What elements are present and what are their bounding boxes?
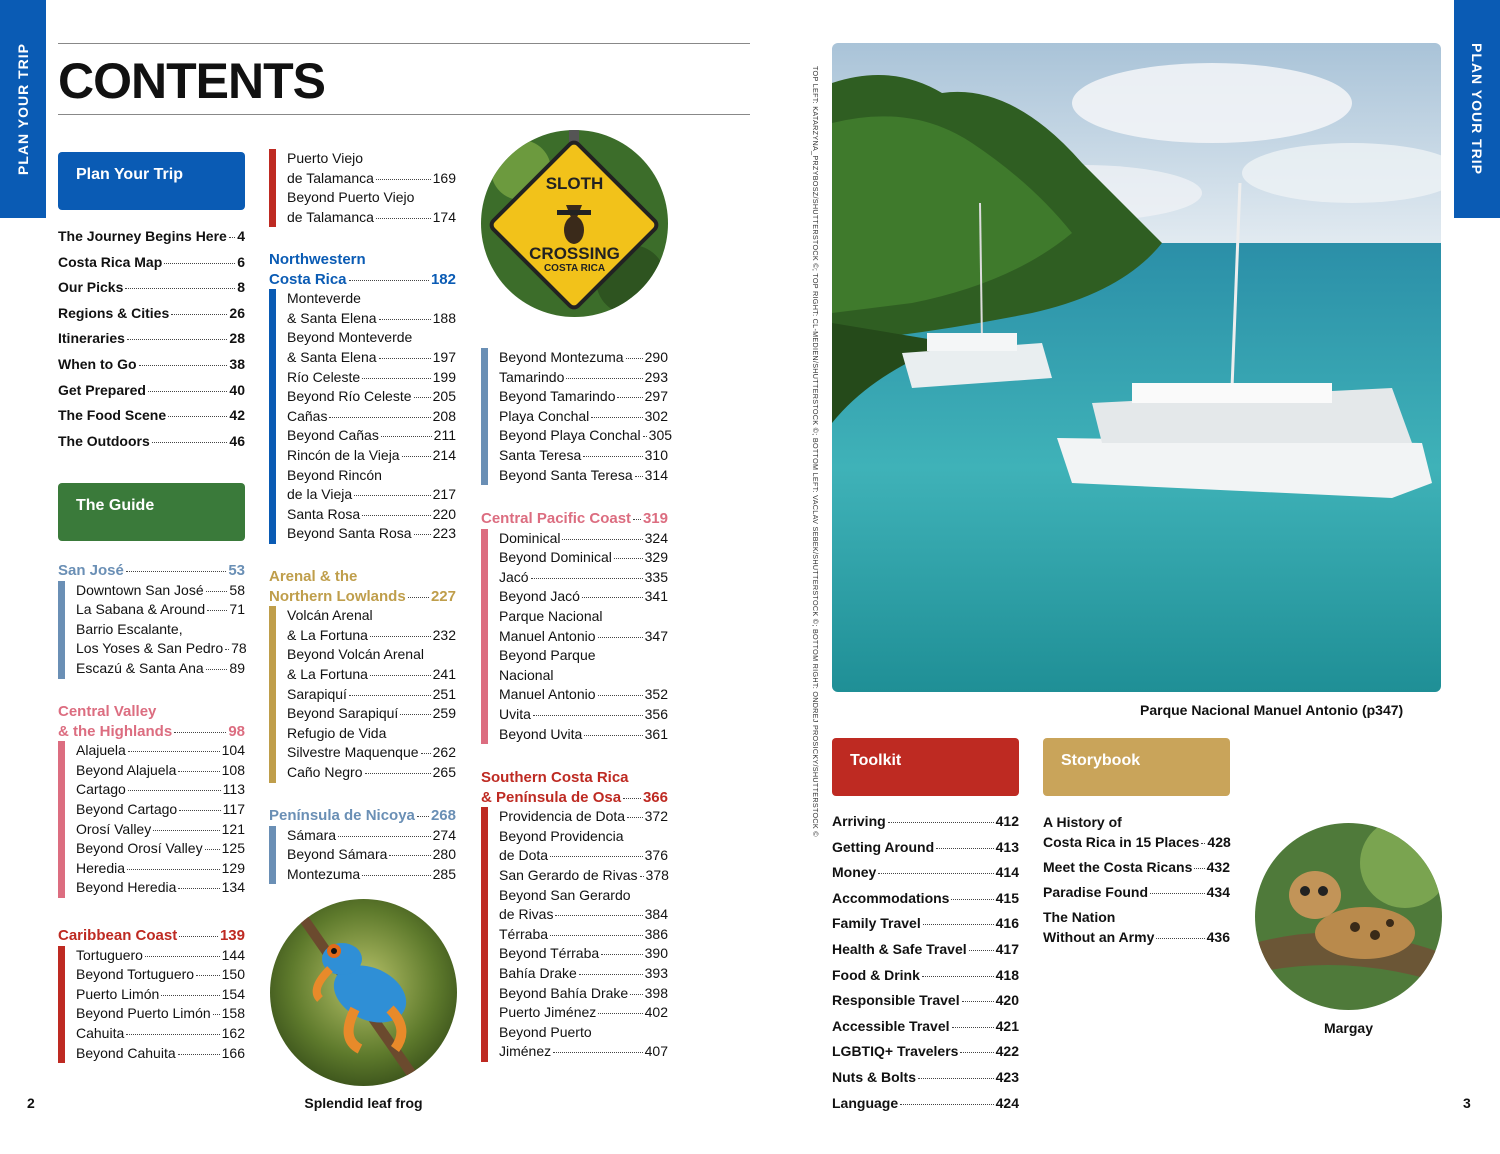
toc-entry[interactable]: When to Go 38 (58, 355, 245, 372)
toc-entry[interactable]: Los Yoses & San Pedro 78 (76, 640, 247, 657)
toc-entry: The Nation (1043, 909, 1116, 925)
toc-entry[interactable]: Beyond Santa Teresa 314 (499, 466, 668, 483)
the-guide-button[interactable]: The Guide (58, 483, 245, 541)
toc-entry[interactable]: Jiménez 407 (499, 1043, 668, 1060)
toc-entry[interactable]: Beyond Uvita 361 (499, 725, 668, 742)
toc-entry[interactable]: Puerto Jiménez 402 (499, 1004, 668, 1021)
toc-entry: Beyond San Gerardo (499, 886, 631, 903)
toc-entry[interactable]: Beyond Sarapiquí 259 (287, 705, 456, 722)
section-nicoya-cont (481, 348, 673, 485)
margay-caption: Margay (1323, 1020, 1374, 1036)
toc-entry[interactable]: Escazú & Santa Ana 89 (76, 659, 245, 676)
toc-entry[interactable]: Accessible Travel 421 (832, 1017, 1019, 1034)
toc-entry[interactable]: Get Prepared 40 (58, 381, 245, 398)
toc-entry: Beyond Monteverde (287, 329, 413, 346)
toc-entry[interactable]: Sámara 274 (287, 826, 456, 843)
toc-entry[interactable]: Río Celeste 199 (287, 368, 456, 385)
section-nicoya (269, 806, 456, 884)
sign-line2: CROSSING (529, 244, 620, 263)
toolkit-button[interactable]: Toolkit (832, 738, 1019, 796)
toc-entry: Refugio de Vida (287, 724, 387, 741)
toc-entry[interactable]: de Rivas 384 (499, 906, 668, 923)
toc-entry[interactable]: Beyond Montezuma 290 (499, 349, 668, 365)
toc-entry[interactable]: Beyond Tamarindo 297 (499, 388, 668, 405)
toc-entry[interactable]: de Talamanca 169 (287, 169, 456, 186)
section-heading[interactable]: San José 53 (58, 562, 245, 579)
toc-entry[interactable]: Getting Around 413 (832, 838, 1019, 855)
section-southern (481, 768, 668, 1062)
toc-entry[interactable]: Beyond Bahía Drake 398 (499, 984, 668, 1001)
toc-entry: Beyond Rincón (287, 466, 382, 483)
toc-entry[interactable]: Alajuela 104 (76, 742, 245, 759)
toc-entry[interactable]: Money 414 (832, 864, 1019, 881)
toc-entry: Puerto Viejo (287, 150, 364, 166)
toc-entry: Beyond Parque (499, 647, 596, 664)
splendid-leaf-frog-image (270, 899, 457, 1086)
toc-entry[interactable]: Beyond Sámara 280 (287, 846, 456, 863)
toc-entry[interactable]: Jacó 335 (499, 568, 668, 585)
manuel-antonio-photo (832, 43, 1441, 692)
toc-entry[interactable]: de Talamanca 174 (287, 208, 456, 225)
toc-entry[interactable]: Beyond Tortuguero 150 (76, 966, 245, 983)
sign-line3: COSTA RICA (543, 263, 606, 274)
entry-group (269, 289, 456, 544)
toc-entry[interactable]: Uvita 356 (499, 705, 668, 722)
toc-entry: Beyond Puerto (499, 1023, 592, 1040)
toc-entry[interactable]: Silvestre Maquenque 262 (287, 744, 456, 761)
toc-entry[interactable]: Cahuita 162 (76, 1024, 245, 1041)
toc-entry[interactable]: Beyond Puerto Limón 158 (76, 1005, 245, 1022)
toc-entry: Parque Nacional (499, 607, 603, 624)
sloth-crossing-sign-image (481, 130, 668, 317)
entry-group (58, 581, 245, 679)
section-heading-line1: Central Valley (58, 703, 157, 720)
toc-entry[interactable]: Beyond Cartago 117 (76, 800, 245, 817)
entry-group (269, 149, 456, 227)
section-caribbean-cont (269, 149, 456, 227)
toc-entry[interactable]: San Gerardo de Rivas 378 (499, 866, 669, 883)
section-heading[interactable]: Caribbean Coast 139 (58, 927, 245, 944)
section-heading[interactable]: & the Highlands 98 (58, 722, 245, 740)
toc-entry[interactable]: Cartago 113 (76, 781, 245, 798)
toc-entry: Barrio Escalante, (76, 620, 183, 637)
side-tab-right (1454, 0, 1500, 218)
photo-credit: TOP LEFT: KATARZYNA_PRZYBOSZ/SHUTTERSTOCK ©; TOP RIGHT: CL-MEDIEN/SHUTTERSTOCK ©; BOTTOM LEFT: VACLAV SEBEK/SHUTTERSTOCK ©; BOTTOM RIGHT: ONDREJ PROSICKY/SHUTTERSTOCK © (811, 66, 820, 837)
toc-entry[interactable]: de la Vieja 217 (287, 486, 456, 503)
toc-entry[interactable]: Térraba 386 (499, 925, 668, 942)
toc-entry[interactable]: Manuel Antonio 347 (499, 627, 668, 644)
page-number-right: 3 (1463, 1095, 1471, 1111)
toc-entry[interactable]: Beyond Dominical 329 (499, 549, 668, 566)
toc-entry[interactable]: Caño Negro 265 (287, 763, 456, 780)
toc-entry[interactable]: Beyond Térraba 390 (499, 945, 668, 962)
page-number-left: 2 (27, 1095, 35, 1111)
section-central-valley (58, 702, 245, 898)
photo-caption: Parque Nacional Manuel Antonio (p347) (1140, 702, 1404, 718)
entry-group (269, 606, 456, 782)
section-heading-line1: Arenal & the (269, 568, 358, 585)
sign-line1: SLOTH (545, 174, 604, 193)
section-heading[interactable]: Península de Nicoya 268 (269, 807, 456, 824)
side-tab-label: PLAN YOUR TRIP (15, 43, 31, 175)
toc-entry[interactable]: Rincón de la Vieja 214 (287, 446, 456, 463)
toc-entry[interactable]: Beyond Cañas 211 (287, 427, 456, 444)
toc-entry[interactable]: Beyond Santa Rosa 223 (287, 525, 456, 542)
section-heading[interactable]: Costa Rica 182 (269, 270, 456, 288)
toc-entry[interactable]: Beyond Alajuela 108 (76, 761, 245, 778)
section-heading[interactable]: & Península de Osa 366 (481, 788, 668, 806)
toc-entry[interactable]: La Sabana & Around 71 (76, 601, 245, 618)
toc-entry[interactable]: Orosí Valley 121 (76, 820, 245, 837)
toc-entry[interactable]: Meet the Costa Ricans 432 (1043, 859, 1230, 875)
storybook-list (1043, 812, 1230, 952)
toc-entry[interactable]: Arriving 412 (832, 813, 1019, 829)
section-heading[interactable]: Northern Lowlands 227 (269, 587, 456, 605)
entry-group (269, 826, 456, 885)
toc-entry[interactable]: Sarapiquí 251 (287, 685, 456, 702)
side-tab-label: PLAN YOUR TRIP (1469, 43, 1485, 175)
entry-group (481, 807, 668, 1062)
toolkit-list (832, 809, 1019, 1116)
top-rule (58, 43, 750, 44)
toc-entry[interactable]: Beyond Orosí Valley 125 (76, 840, 245, 857)
toc-entry[interactable]: Santa Teresa 310 (499, 446, 668, 463)
toc-entry[interactable]: Nuts & Bolts 423 (832, 1068, 1019, 1085)
storybook-button[interactable]: Storybook (1043, 738, 1230, 796)
toc-entry[interactable]: Dominical 324 (499, 529, 668, 546)
toc-entry[interactable]: Montezuma 285 (287, 865, 456, 882)
toc-entry[interactable]: Our Picks 8 (58, 279, 245, 296)
toc-entry[interactable]: Food & Drink 418 (832, 966, 1019, 983)
toc-entry[interactable]: Costa Rica Map 6 (58, 253, 245, 270)
section-central-pacific (481, 509, 668, 744)
toc-entry[interactable]: Family Travel 416 (832, 915, 1019, 932)
plan-your-trip-button[interactable]: Plan Your Trip (58, 152, 245, 210)
toc-entry[interactable]: Providencia de Dota 372 (499, 808, 668, 825)
toc-entry[interactable]: Beyond Heredia 134 (76, 879, 245, 896)
toc-entry[interactable]: & Santa Elena 188 (287, 309, 456, 326)
toc-entry: A History of (1043, 814, 1122, 830)
toc-entry[interactable]: Beyond Playa Conchal 305 (499, 427, 673, 444)
toc-entry[interactable]: Heredia 129 (76, 859, 245, 876)
toc-entry[interactable]: Cañas 208 (287, 407, 456, 424)
toc-entry[interactable]: Puerto Limón 154 (76, 985, 245, 1002)
entry-group (58, 946, 245, 1064)
section-heading-line1: Northwestern (269, 251, 366, 268)
toc-entry[interactable]: The Journey Begins Here 4 (58, 228, 245, 244)
toc-entry[interactable]: Beyond Río Celeste 205 (287, 388, 456, 405)
toc-entry[interactable]: de Dota 376 (499, 847, 668, 864)
toc-entry[interactable]: & La Fortuna 232 (287, 626, 456, 643)
entry-group (481, 348, 673, 485)
section-heading[interactable]: Central Pacific Coast 319 (481, 510, 668, 527)
toc-entry[interactable]: & Santa Elena 197 (287, 348, 456, 365)
toc-entry[interactable]: & La Fortuna 241 (287, 665, 456, 682)
toc-entry[interactable]: Paradise Found 434 (1043, 884, 1230, 900)
toc-entry[interactable]: Without an Army 436 (1043, 929, 1230, 945)
toc-entry: Volcán Arenal (287, 607, 373, 624)
section-arenal (269, 567, 456, 783)
margay-image (1255, 823, 1442, 1010)
section-san-jose (58, 561, 245, 679)
toc-entry[interactable]: Manuel Antonio 352 (499, 686, 668, 703)
toc-entry[interactable]: Responsible Travel 420 (832, 992, 1019, 1009)
toc-entry[interactable]: Beyond Cahuita 166 (76, 1044, 245, 1061)
frog-caption: Splendid leaf frog (304, 1095, 423, 1111)
toc-entry[interactable]: Bahía Drake 393 (499, 964, 668, 981)
section-northwestern (269, 250, 456, 544)
toc-entry[interactable]: Regions & Cities 26 (58, 304, 245, 321)
page-title: CONTENTS (58, 53, 325, 109)
toc-entry: Beyond Puerto Viejo (287, 189, 415, 206)
toc-entry[interactable]: LGBTIQ+ Travelers 422 (832, 1043, 1019, 1060)
side-tab-left (0, 0, 46, 218)
toc-entry[interactable]: Language 424 (832, 1094, 1019, 1111)
section-heading-line1: Southern Costa Rica (481, 769, 629, 786)
title-rule (58, 114, 750, 115)
toc-entry[interactable]: Itineraries 28 (58, 330, 245, 347)
toc-entry[interactable]: Downtown San José 58 (76, 581, 245, 598)
toc-entry[interactable]: Santa Rosa 220 (287, 505, 456, 522)
toc-entry: Nacional (499, 666, 554, 683)
section-caribbean (58, 926, 245, 1063)
toc-entry[interactable]: Health & Safe Travel 417 (832, 940, 1019, 957)
toc-entry: Monteverde (287, 290, 361, 307)
toc-entry[interactable]: Tortuguero 144 (76, 946, 245, 963)
toc-entry[interactable]: The Outdoors 46 (58, 432, 245, 449)
toc-entry: Beyond Volcán Arenal (287, 646, 424, 663)
toc-entry[interactable]: The Food Scene 42 (58, 407, 245, 424)
toc-entry[interactable]: Tamarindo 293 (499, 368, 668, 385)
toc-entry: Beyond Providencia (499, 827, 624, 844)
toc-entry[interactable]: Costa Rica in 15 Places 428 (1043, 834, 1231, 850)
entry-group (58, 741, 245, 898)
plan-list (58, 224, 245, 454)
entry-group (481, 529, 668, 745)
toc-entry[interactable]: Playa Conchal 302 (499, 407, 668, 424)
toc-entry[interactable]: Beyond Jacó 341 (499, 588, 668, 605)
toc-entry[interactable]: Accommodations 415 (832, 889, 1019, 906)
